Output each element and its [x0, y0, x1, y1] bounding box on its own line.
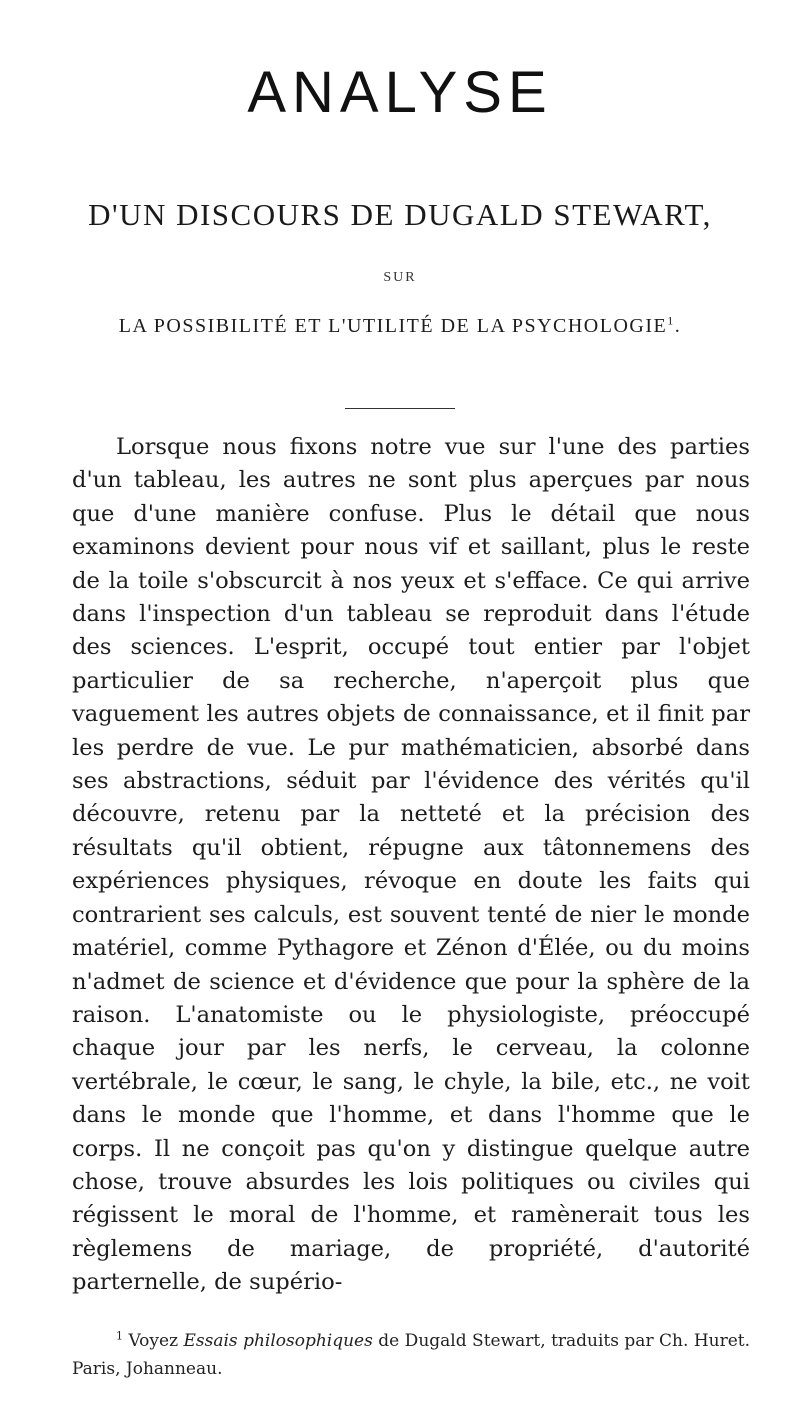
page-title: ANALYSE — [247, 60, 553, 125]
page-subtitle: D'UN DISCOURS DE DUGALD STEWART, — [88, 197, 712, 232]
footnote-prefix: Voyez — [128, 1331, 184, 1351]
body-paragraph: Lorsque nous fixons notre vue sur l'une des parties d'un tableau, les autres ne sont plus aperçues par nous que d'une manière confuse. Plus le détail que nous examinons devient pour nous vif et saillant, plus le reste de la toile s'obscurcit à nos yeux et s'efface. Ce qui arrive dans l'inspection d'un tableau se reproduit dans l'étude des sciences. L'esprit, occupé tout entier par l'objet particulier de sa recherche, n'aperçoit plus que vaguement les autres objets de connaissance, et il finit par les perdre de vue. Le pur mathématicien, absorbé dans ses abstractions, séduit par l'évidence des vérités qu'il découvre, retenu par la netteté et la précision des résultats qu'il obtient, répugne aux tâtonnemens des expériences physiques, révoque en doute les faits qui contrarient ses calculs, est souvent tenté de nier le monde matériel, comme Pythagore et Zénon d'Élée, ou du moins n'admet de science et d'évidence que pour la sphère de la raison. L'anatomiste ou le physiologiste, préoccupé chaque jour par les nerfs, le cerveau, la colonne vertébrale, le cœur, le sang, le chyle, la bile, etc., ne voit dans le monde que l'homme, et dans l'homme que le corps. Il ne conçoit pas qu'on y distingue quelque autre chose, trouve absurdes les lois politiques ou civiles qui régissent le moral de l'homme, et ramènerait tous les règlemens de mariage, de propriété, d'autorité parternelle, de supério- — [72, 434, 750, 1296]
subject-text: LA POSSIBILITÉ ET L'UTILITÉ DE LA PSYCHOLOGIE — [118, 315, 668, 337]
footnote-mark: 1 — [116, 1329, 123, 1343]
subtitle-connector: SUR — [383, 270, 417, 285]
section-divider — [345, 408, 455, 409]
footnote-book-title: Essais philosophiques — [183, 1331, 373, 1351]
footnote-suffix: de Dugald Stewart, traduits par Ch. Huret. Paris, Johanneau. — [72, 1331, 751, 1379]
subject-heading: LA POSSIBILITÉ ET L'UTILITÉ DE LA PSYCHOLOGIE$^1$. — [118, 313, 682, 337]
footnote — [72, 1327, 750, 1383]
footnote-reference[interactable]: 1 — [667, 313, 675, 328]
